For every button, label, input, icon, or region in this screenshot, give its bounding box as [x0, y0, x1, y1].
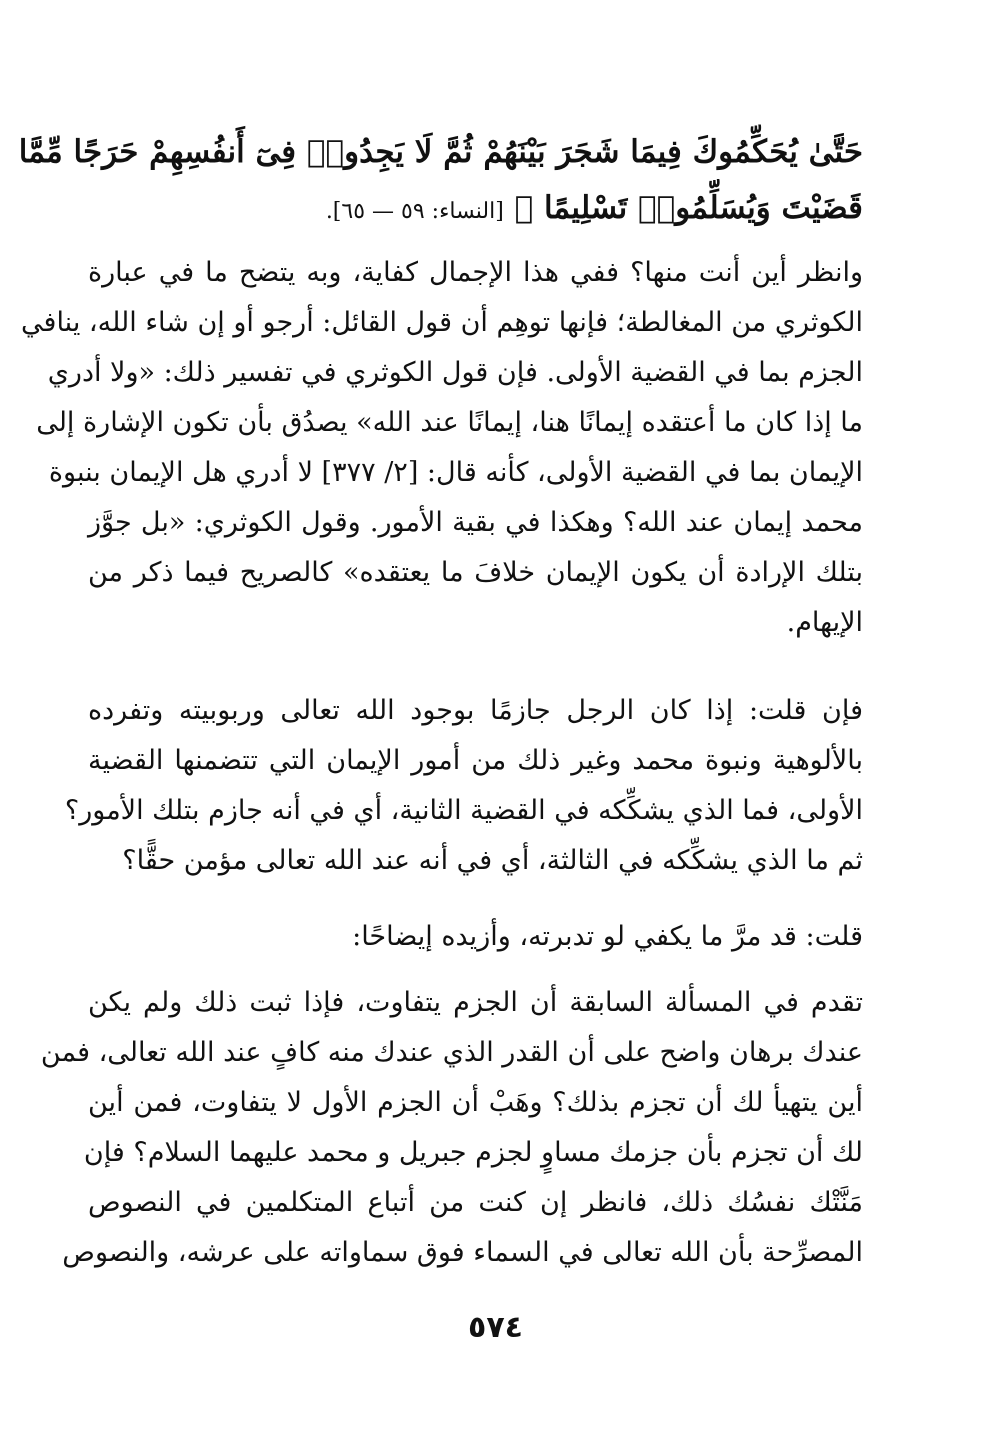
paragraph-line: المصرِّحة بأن الله تعالى في السماء فوق سماواته على عرشه، والنصوص — [62, 1237, 863, 1268]
paragraph-line: الإيمان بما في القضية الأولى، كأنه قال: [٢/ ٣٧٧] لا أدري هل الإيمان بنبوة — [48, 457, 863, 488]
paragraph-line: محمد إيمان عند الله؟ وهكذا في بقية الأمور. وقول الكوثري: «بل جوَّز — [88, 507, 863, 538]
paragraph-line: عندك برهان واضح على أن القدر الذي عندك منه كافٍ عند الله تعالى، فمن — [40, 1037, 863, 1068]
paragraph-line: وانظر أين أنت منها؟ ففي هذا الإجمال كفاية، وبه يتضح ما في عبارة — [88, 257, 863, 288]
paragraph-line: بتلك الإرادة أن يكون الإيمان خلافَ ما يعتقده» كالصريح فيما ذكر من — [88, 557, 863, 588]
paragraph-line: ما إذا كان ما أعتقده إيمانًا هنا، إيمانًا عند الله» يصدُق بأن تكون الإشارة إلى — [36, 407, 863, 438]
paragraph-1 — [21, 248, 863, 648]
paragraph-line: أين يتهيأ لك أن تجزم بذلك؟ وهَبْ أن الجزم الأول لا يتفاوت، فمن أين — [88, 1087, 863, 1118]
quran-line-2 — [88, 180, 863, 236]
page-number: ٥٧٤ — [468, 1310, 523, 1345]
paragraph-line: تقدم في المسألة السابقة أن الجزم يتفاوت، فإذا ثبت ذلك ولم يكن — [88, 987, 863, 1018]
paragraph-line: ثم ما الذي يشكِّكه في الثالثة، أي في أنه عند الله تعالى مؤمن حقًّا؟ — [122, 845, 863, 876]
paragraph-line: قلت: قد مرَّ ما يكفي لو تدبرته، وأزيده إيضاحًا: — [352, 921, 863, 952]
paragraph-line: الإيهام. — [786, 607, 863, 638]
paragraph-line: الجزم بما في القضية الأولى. فإن قول الكوثري في تفسير ذلك: «ولا أدري — [47, 357, 863, 388]
paragraph-line: بالألوهية ونبوة محمد وغير ذلك من أمور الإيمان التي تتضمنها القضية — [88, 745, 863, 776]
paragraph-line: فإن قلت: إذا كان الرجل جازمًا بوجود الله تعالى وربوبيته وتفرده — [88, 695, 863, 726]
paragraph-4 — [40, 978, 863, 1278]
paragraph-line: الأولى، فما الذي يشكِّكه في القضية الثانية، أي في أنه جازم بتلك الأمور؟ — [64, 795, 863, 826]
paragraph-line: الكوثري من المغالطة؛ فإنها توهِم أن قول القائل: أرجو أو إن شاء الله، ينافي — [21, 307, 863, 338]
paragraph-2 — [64, 686, 863, 886]
quran-line-1: حَتَّىٰ يُحَكِّمُوكَ فِيمَا شَجَرَ بَيْنَهُمْ ثُمَّ لَا يَجِدُوا۟ فِىٓ أَنفُسِهِمْ حَرَجًا مِّمَّا — [18, 134, 863, 170]
paragraph-line: مَنَّتْك نفسُك ذلك، فانظر إن كنت من أتباع المتكلمين في النصوص — [88, 1187, 863, 1218]
quran-quote — [18, 124, 863, 236]
quran-verse-end: قَضَيْتَ وَيُسَلِّمُوا۟ تَسْلِيمًا ﴾ — [514, 190, 863, 226]
paragraph-line: لك أن تجزم بأن جزمك مساوٍ لجزم جبريل و محمد عليهما السلام؟ فإن — [83, 1137, 863, 1168]
paragraph-3 — [88, 912, 863, 962]
quran-reference: [النساء: ٥٩ — ٦٥]. — [325, 199, 504, 224]
